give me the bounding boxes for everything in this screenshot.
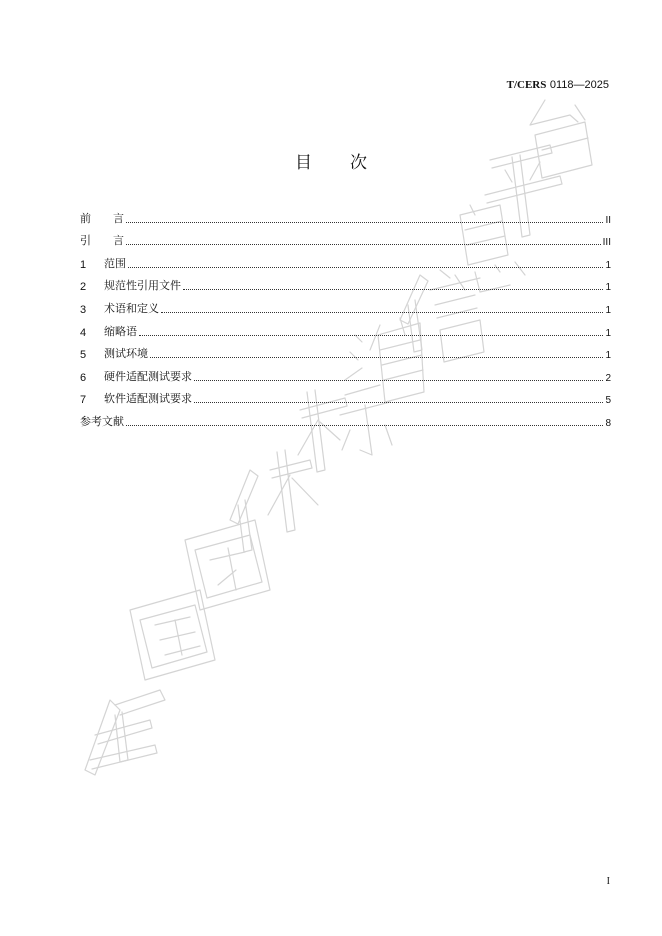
toc-entry-number: 7	[80, 394, 87, 407]
toc-entry-page: 1	[605, 304, 611, 316]
toc-entry-label: 缩略语	[104, 324, 137, 338]
toc-entry-label: 测试环境	[104, 347, 148, 361]
doc-prefix: T/CERS	[506, 79, 547, 91]
toc-leader-dots	[183, 289, 603, 290]
doc-number: 0118—2025	[549, 79, 609, 91]
toc-entry-label: 参考文献	[80, 414, 124, 428]
toc-title-char-1: 目	[295, 153, 312, 173]
toc-leader-dots	[139, 335, 603, 336]
toc-entry-number: 5	[80, 349, 87, 362]
toc-entry-bibliography[interactable]	[80, 406, 611, 429]
toc-leader-dots	[161, 312, 603, 313]
toc-entry-label: 规范性引用文件	[104, 279, 181, 293]
toc-entry-number: 2	[80, 281, 87, 294]
toc-entry-terms-definitions[interactable]	[80, 293, 611, 316]
toc-entry-abbreviations[interactable]	[80, 316, 611, 339]
toc-entry-page: III	[602, 237, 611, 249]
toc-title-char-2: 次	[350, 153, 367, 173]
toc-entry-page: 8	[605, 417, 611, 429]
toc-entry-label: 硬件适配测试要求	[104, 369, 192, 383]
document-identifier	[507, 78, 609, 91]
toc-entry-page: 1	[605, 350, 611, 362]
toc-entry-page: 2	[605, 372, 611, 384]
toc-entry-test-environment[interactable]	[80, 339, 611, 362]
toc-leader-dots	[128, 267, 603, 268]
toc-entry-page: 1	[605, 327, 611, 339]
toc-entry-hardware-test[interactable]	[80, 361, 611, 384]
toc-leader-dots	[126, 244, 601, 245]
toc-entry-label: 前 言	[80, 211, 124, 225]
toc-list	[80, 203, 611, 429]
toc-title	[0, 148, 662, 173]
toc-leader-dots	[126, 425, 603, 426]
toc-entry-page: II	[605, 214, 611, 226]
toc-entry-number: 4	[80, 326, 87, 339]
toc-entry-page: 1	[605, 259, 611, 271]
toc-entry-scope[interactable]	[80, 248, 611, 271]
toc-entry-page: 5	[605, 395, 611, 407]
page-number: I	[606, 876, 610, 887]
toc-leader-dots	[194, 402, 603, 403]
toc-entry-label: 引 言	[80, 234, 124, 248]
toc-entry-page: 1	[605, 282, 611, 294]
toc-entry-foreword[interactable]	[80, 203, 611, 226]
toc-entry-number: 6	[80, 371, 87, 384]
toc-entry-number: 1	[80, 258, 87, 271]
toc-entry-introduction[interactable]	[80, 226, 611, 249]
toc-leader-dots	[150, 357, 603, 358]
toc-entry-normative-references[interactable]	[80, 271, 611, 294]
toc-entry-label: 术语和定义	[104, 301, 159, 315]
toc-leader-dots	[126, 222, 603, 223]
toc-entry-software-test[interactable]	[80, 384, 611, 407]
toc-entry-label: 范围	[104, 256, 126, 270]
toc-entry-number: 3	[80, 303, 87, 316]
toc-leader-dots	[194, 380, 603, 381]
toc-entry-label: 软件适配测试要求	[104, 392, 192, 406]
